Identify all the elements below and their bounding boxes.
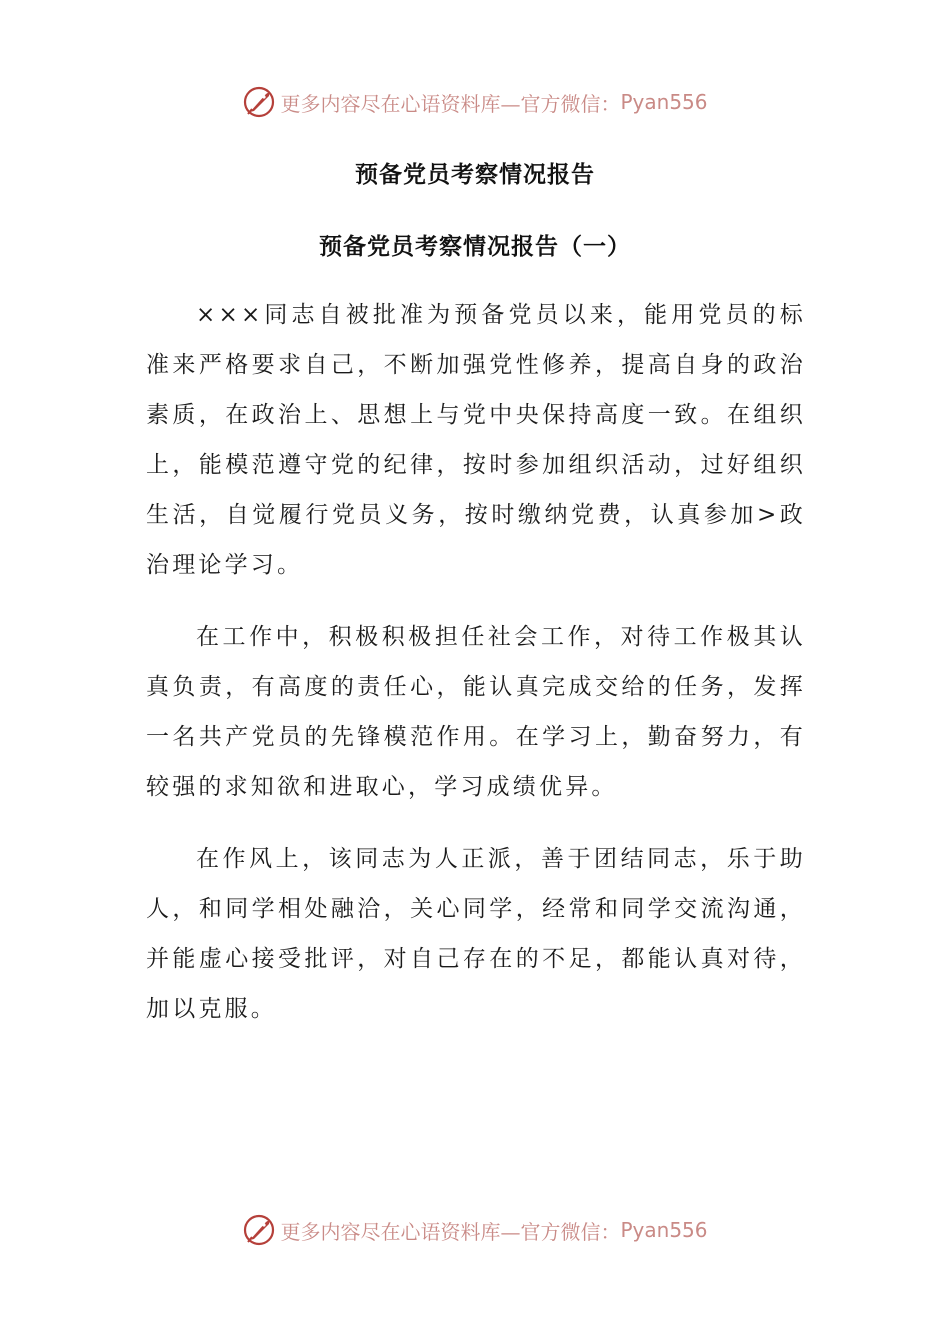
document-body bbox=[146, 290, 806, 1056]
page-title: 预备党员考察情况报告 bbox=[355, 162, 595, 188]
paragraph-3: 在作风上，该同志为人正派，善于团结同志，乐于助人，和同学相处融洽，关心同学，经常和同学交流沟通，并能虚心接受批评，对自己存在的不足，都能认真对待，加以克服。 bbox=[146, 846, 806, 1022]
header-banner bbox=[0, 82, 950, 122]
paragraph-2: 在工作中，积极积极担任社会工作，对待工作极其认真负责，有高度的责任心，能认真完成交给的任务，发挥一名共产党员的先锋模范作用。在学习上，勤奋努力，有较强的求知欲和进取心，学习成绩优异。 bbox=[146, 624, 806, 800]
banner-wechat-id: Pyan556 bbox=[620, 1218, 708, 1242]
footer-banner bbox=[0, 1210, 950, 1250]
banner-wechat-id: Pyan556 bbox=[620, 90, 708, 114]
banner-text: 更多内容尽在心语资料库—官方微信： bbox=[280, 1219, 621, 1244]
quill-logo-icon bbox=[242, 1213, 276, 1247]
quill-logo-icon bbox=[242, 85, 276, 119]
section-title: 预备党员考察情况报告（一） bbox=[319, 234, 631, 260]
paragraph-1: ×××同志自被批准为预备党员以来，能用党员的标准来严格要求自己，不断加强党性修养，提高自身的政治素质，在政治上、思想上与党中央保持高度一致。在组织上，能模范遵守党的纪律，按时参加组织活动，过好组织生活，自觉履行党员义务，按时缴纳党费，认真参加>政治理论学习。 bbox=[146, 302, 806, 578]
banner-text: 更多内容尽在心语资料库—官方微信： bbox=[280, 91, 621, 116]
